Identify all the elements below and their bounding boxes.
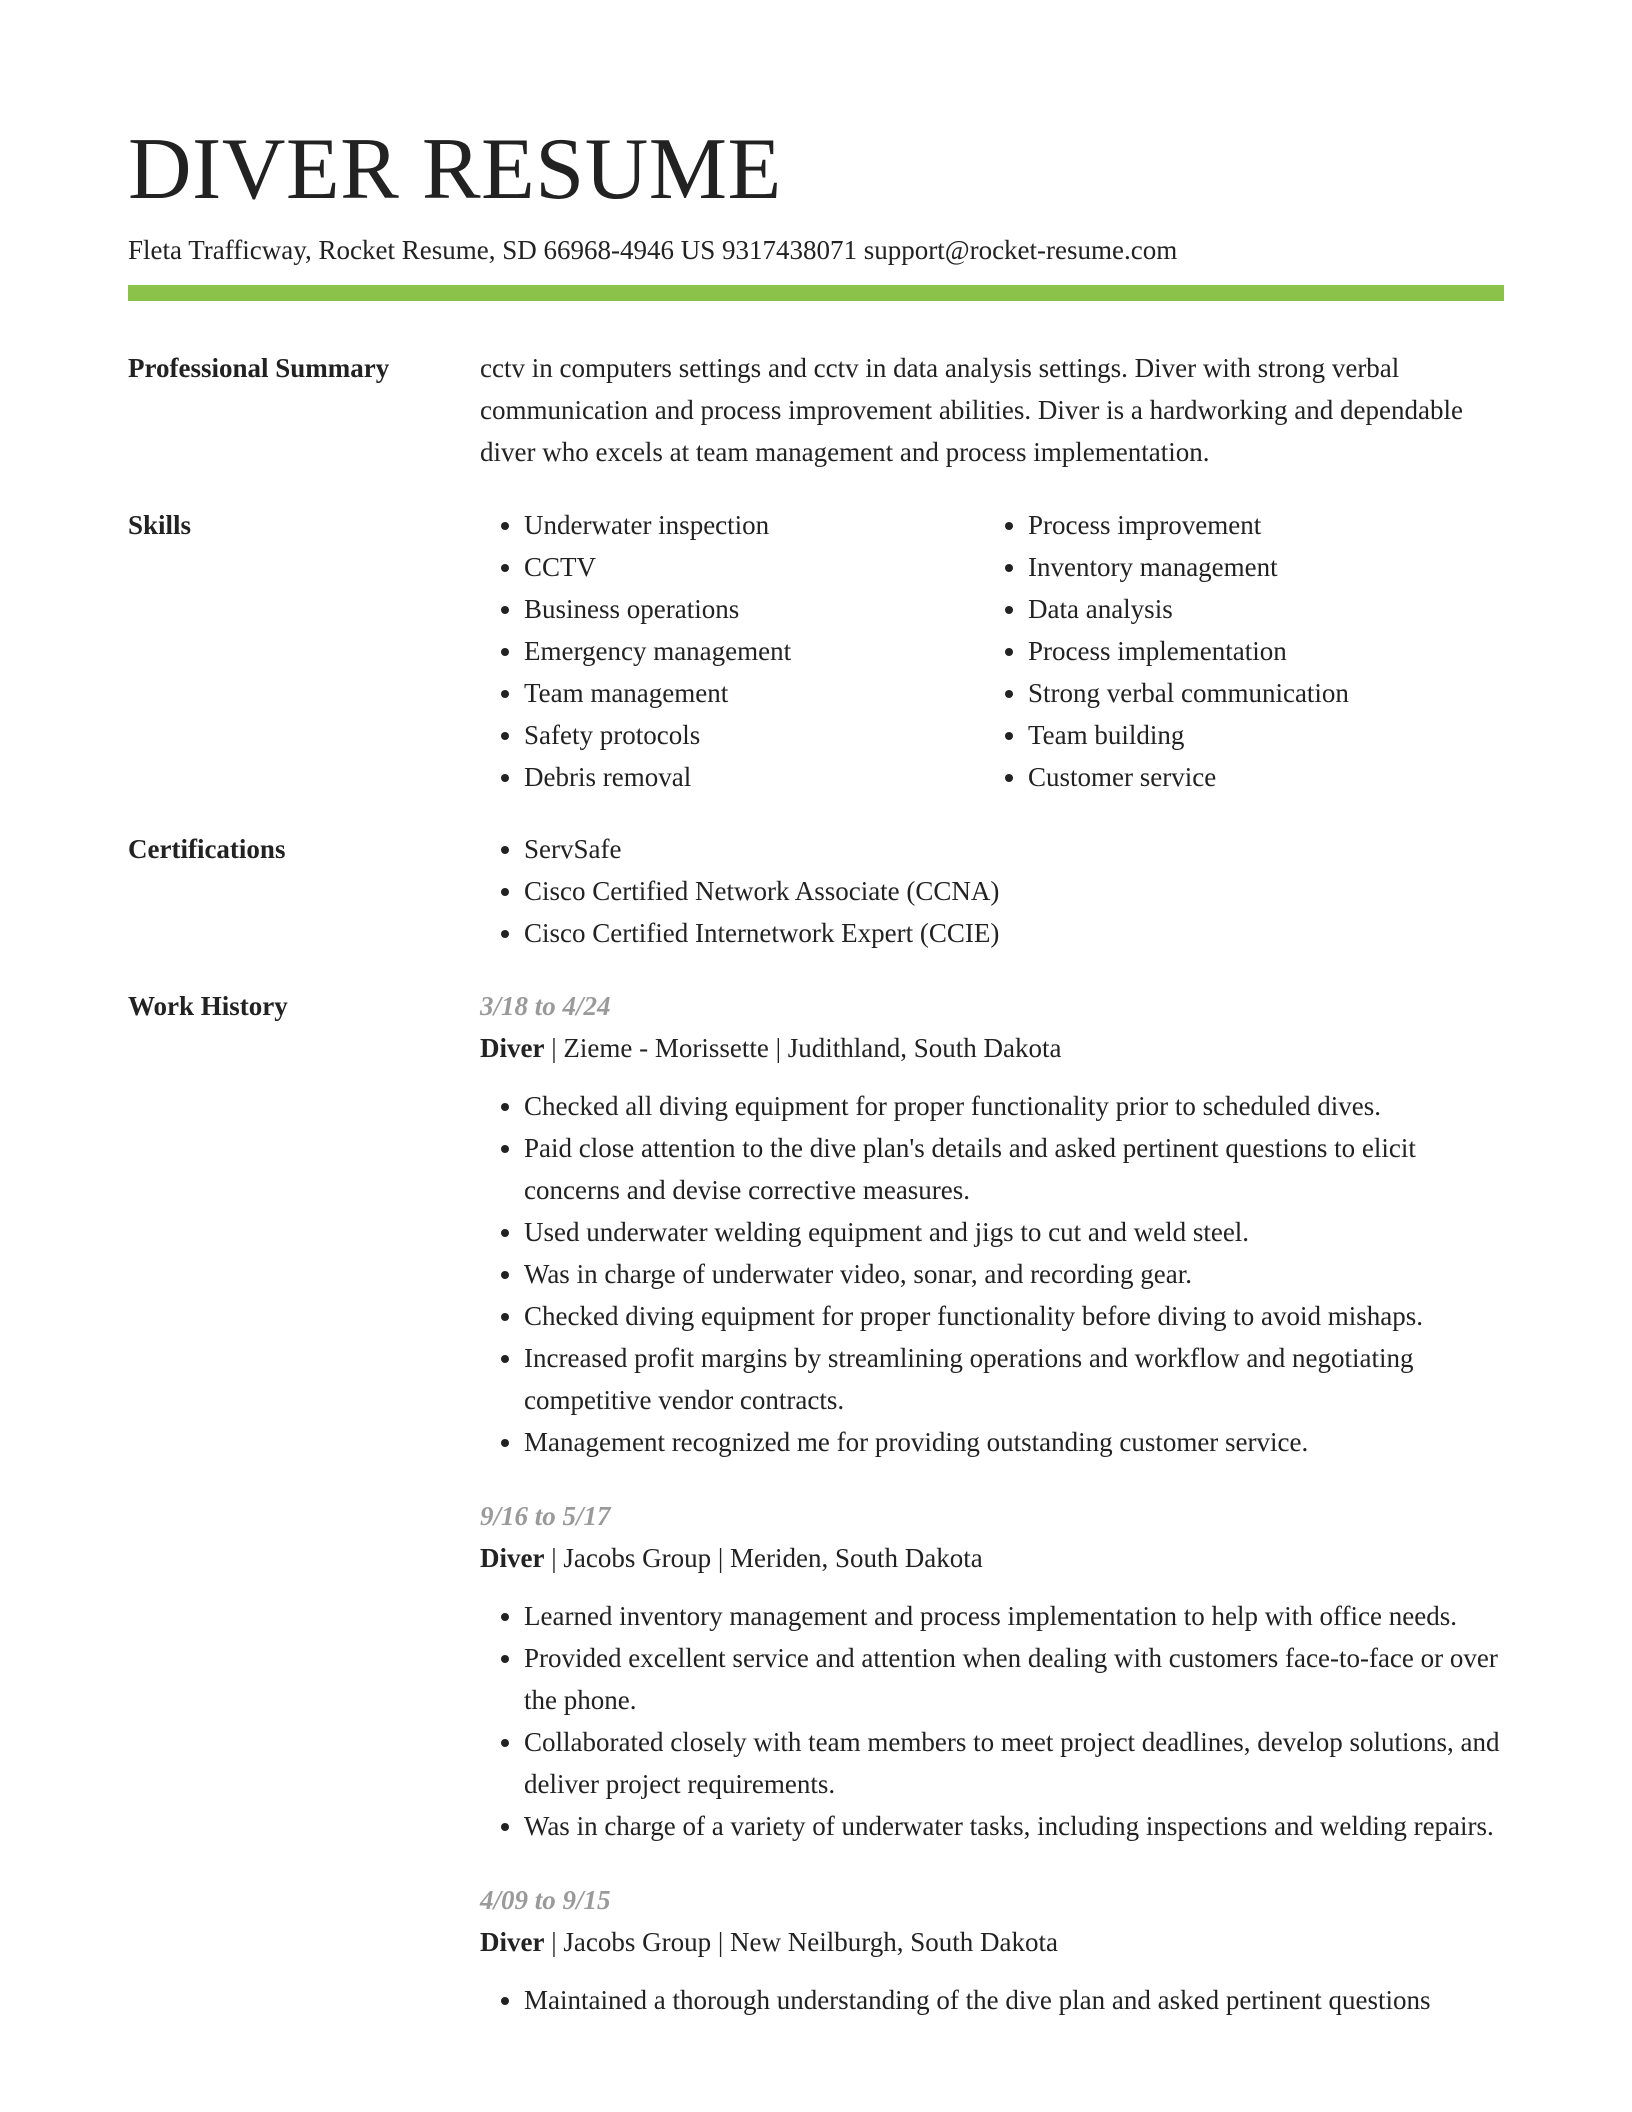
job-entry xyxy=(480,1879,1504,2021)
job-bullet: • Increased profit margins by streamlining operations and workflow and negotiating competitive vendor contracts. xyxy=(524,1337,1504,1421)
job-bullet-list xyxy=(480,1979,1504,2021)
skill-item: • Safety protocols xyxy=(524,714,984,756)
job-title: Diver xyxy=(480,1033,545,1063)
skills-column-left xyxy=(480,504,984,798)
job-title-line xyxy=(480,1027,1504,1069)
summary-text: cctv in computers settings and cctv in data analysis settings. Diver with strong verbal communication and process improvement abilities. Diver is a hardworking and dependable diver who excels at team management and process implementation. xyxy=(480,353,1463,467)
job-bullet-list xyxy=(480,1595,1504,1847)
certification-item: • Cisco Certified Network Associate (CCNA) xyxy=(524,870,1504,912)
skill-item: • CCTV xyxy=(524,546,984,588)
job-entry xyxy=(480,985,1504,1463)
job-title: Diver xyxy=(480,1927,545,1957)
skills-column-right xyxy=(984,504,1488,798)
certifications-list xyxy=(480,828,1504,954)
job-title: Diver xyxy=(480,1543,545,1573)
job-bullet: • Checked all diving equipment for proper functionality prior to scheduled dives. xyxy=(524,1085,1504,1127)
job-entry xyxy=(480,1495,1504,1847)
skill-item: • Business operations xyxy=(524,588,984,630)
skill-item: • Emergency management xyxy=(524,630,984,672)
certifications-body xyxy=(480,828,1504,954)
skill-item: • Data analysis xyxy=(1028,588,1488,630)
resume-header xyxy=(128,120,1504,268)
work-history-heading: Work History xyxy=(128,991,288,1021)
job-bullet: • Was in charge of underwater video, sonar, and recording gear. xyxy=(524,1253,1504,1295)
job-bullet: • Collaborated closely with team members to meet project deadlines, develop solutions, and deliver project requirements. xyxy=(524,1721,1504,1805)
job-date: 3/18 to 4/24 xyxy=(480,991,611,1021)
job-bullet: • Management recognized me for providing outstanding customer service. xyxy=(524,1421,1504,1463)
job-bullet: • Paid close attention to the dive plan's details and asked pertinent questions to elicit concerns and devise corrective measures. xyxy=(524,1127,1504,1211)
skills-list-right xyxy=(984,504,1488,798)
skill-item: • Debris removal xyxy=(524,756,984,798)
job-bullet-list xyxy=(480,1085,1504,1463)
job-employer-location: | Jacobs Group | Meriden, South Dakota xyxy=(544,1543,983,1573)
skill-item: • Strong verbal communication xyxy=(1028,672,1488,714)
job-title-line xyxy=(480,1921,1504,1963)
resume-title: DIVER RESUME xyxy=(128,121,782,218)
job-bullet: • Used underwater welding equipment and jigs to cut and weld steel. xyxy=(524,1211,1504,1253)
skill-item: • Customer service xyxy=(1028,756,1488,798)
job-employer-location: | Zieme - Morissette | Judithland, South Dakota xyxy=(544,1033,1062,1063)
job-date: 4/09 to 9/15 xyxy=(480,1885,611,1915)
work-history-body xyxy=(480,985,1504,2053)
skills-heading: Skills xyxy=(128,510,192,540)
summary-heading: Professional Summary xyxy=(128,353,390,383)
job-bullet: • Was in charge of a variety of underwater tasks, including inspections and welding repairs. xyxy=(524,1805,1504,1847)
summary-body xyxy=(480,347,1504,473)
job-bullet: • Maintained a thorough understanding of the dive plan and asked pertinent questions xyxy=(524,1979,1504,2021)
job-date: 9/16 to 5/17 xyxy=(480,1501,611,1531)
certification-item: • Cisco Certified Internetwork Expert (CCIE) xyxy=(524,912,1504,954)
certification-item: • ServSafe xyxy=(524,828,1504,870)
accent-divider xyxy=(128,285,1504,301)
job-bullet: • Provided excellent service and attention when dealing with customers face-to-face or over the phone. xyxy=(524,1637,1504,1721)
skills-list-left xyxy=(480,504,984,798)
skill-item: • Process implementation xyxy=(1028,630,1488,672)
skill-item: • Underwater inspection xyxy=(524,504,984,546)
skill-item: • Team management xyxy=(524,672,984,714)
contact-line: Fleta Trafficway, Rocket Resume, SD 66968-4946 US 9317438071 support@rocket-resume.com xyxy=(128,235,1178,265)
skill-item: • Process improvement xyxy=(1028,504,1488,546)
job-bullet: • Checked diving equipment for proper functionality before diving to avoid mishaps. xyxy=(524,1295,1504,1337)
skill-item: • Team building xyxy=(1028,714,1488,756)
certifications-heading: Certifications xyxy=(128,834,286,864)
skill-item: • Inventory management xyxy=(1028,546,1488,588)
job-employer-location: | Jacobs Group | New Neilburgh, South Dakota xyxy=(544,1927,1058,1957)
job-bullet: • Learned inventory management and process implementation to help with office needs. xyxy=(524,1595,1504,1637)
job-title-line xyxy=(480,1537,1504,1579)
skills-body xyxy=(480,504,1504,798)
